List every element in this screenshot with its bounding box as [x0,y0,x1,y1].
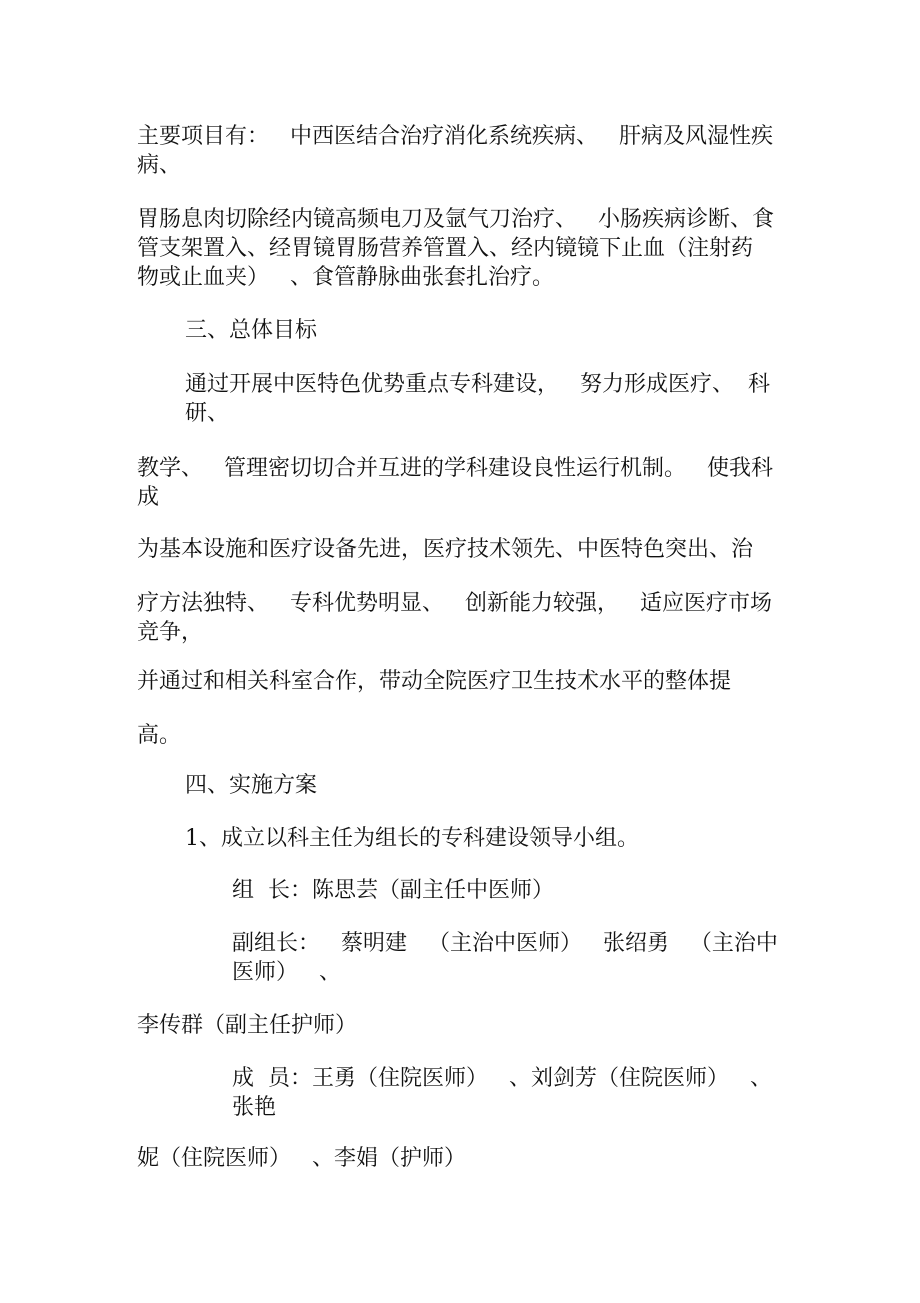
member-group-members-continued: 妮（住院医师） 、李娟（护师） [137,1146,466,1171]
paragraph-main-projects: 主要项目有： 中西医结合治疗消化系统疾病、 肝病及风湿性疾病、 [137,124,773,178]
heading-overall-goals: 三、总体目标 [185,318,318,343]
heading-implementation-plan: 四、实施方案 [185,773,318,798]
member-group-members: 成 员：王勇（住院医师） 、刘剑芳（住院医师） 、张艳 [232,1066,772,1120]
list-item-leadership-group: 1、成立以科主任为组长的专科建设领导小组。 [185,826,639,851]
paragraph-goals-line-6: 高。 [137,723,182,748]
paragraph-goals-line-2: 教学、 管理密切切合并互进的学科建设良性运行机制。 使我科成 [137,456,773,510]
member-group-leader: 组 长：陈思芸（副主任中医师） [232,878,554,903]
member-deputy-leaders: 副组长： 蔡明建 （主治中医师） 张绍勇 （主治中医师） 、 [232,931,778,985]
paragraph-goals-line-5: 并通过和相关科室合作，带动全院医疗卫生技术水平的整体提 [137,669,732,694]
paragraph-goals-line-3: 为基本设施和医疗设备先进，医疗技术领先、中医特色突出、治 [137,537,754,562]
paragraph-endoscopy-treatments: 胃肠息肉切除经内镜高频电刀及氩气刀治疗、 小肠疾病诊断、食 管支架置入、经胃镜胃肠营养管置入、经内镜镜下止血（注射药 物或止血夹） 、食管静脉曲张套扎治疗。 [137,207,781,290]
paragraph-goals-line-1: 通过开展中医特色优势重点专科建设， 努力形成医疗、 科研、 [185,372,770,426]
paragraph-goals-line-4: 疗方法独特、 专科优势明显、 创新能力较强， 适应医疗市场竞争， [137,591,772,645]
member-deputy-leaders-continued: 李传群（副主任护师） [137,1013,358,1038]
